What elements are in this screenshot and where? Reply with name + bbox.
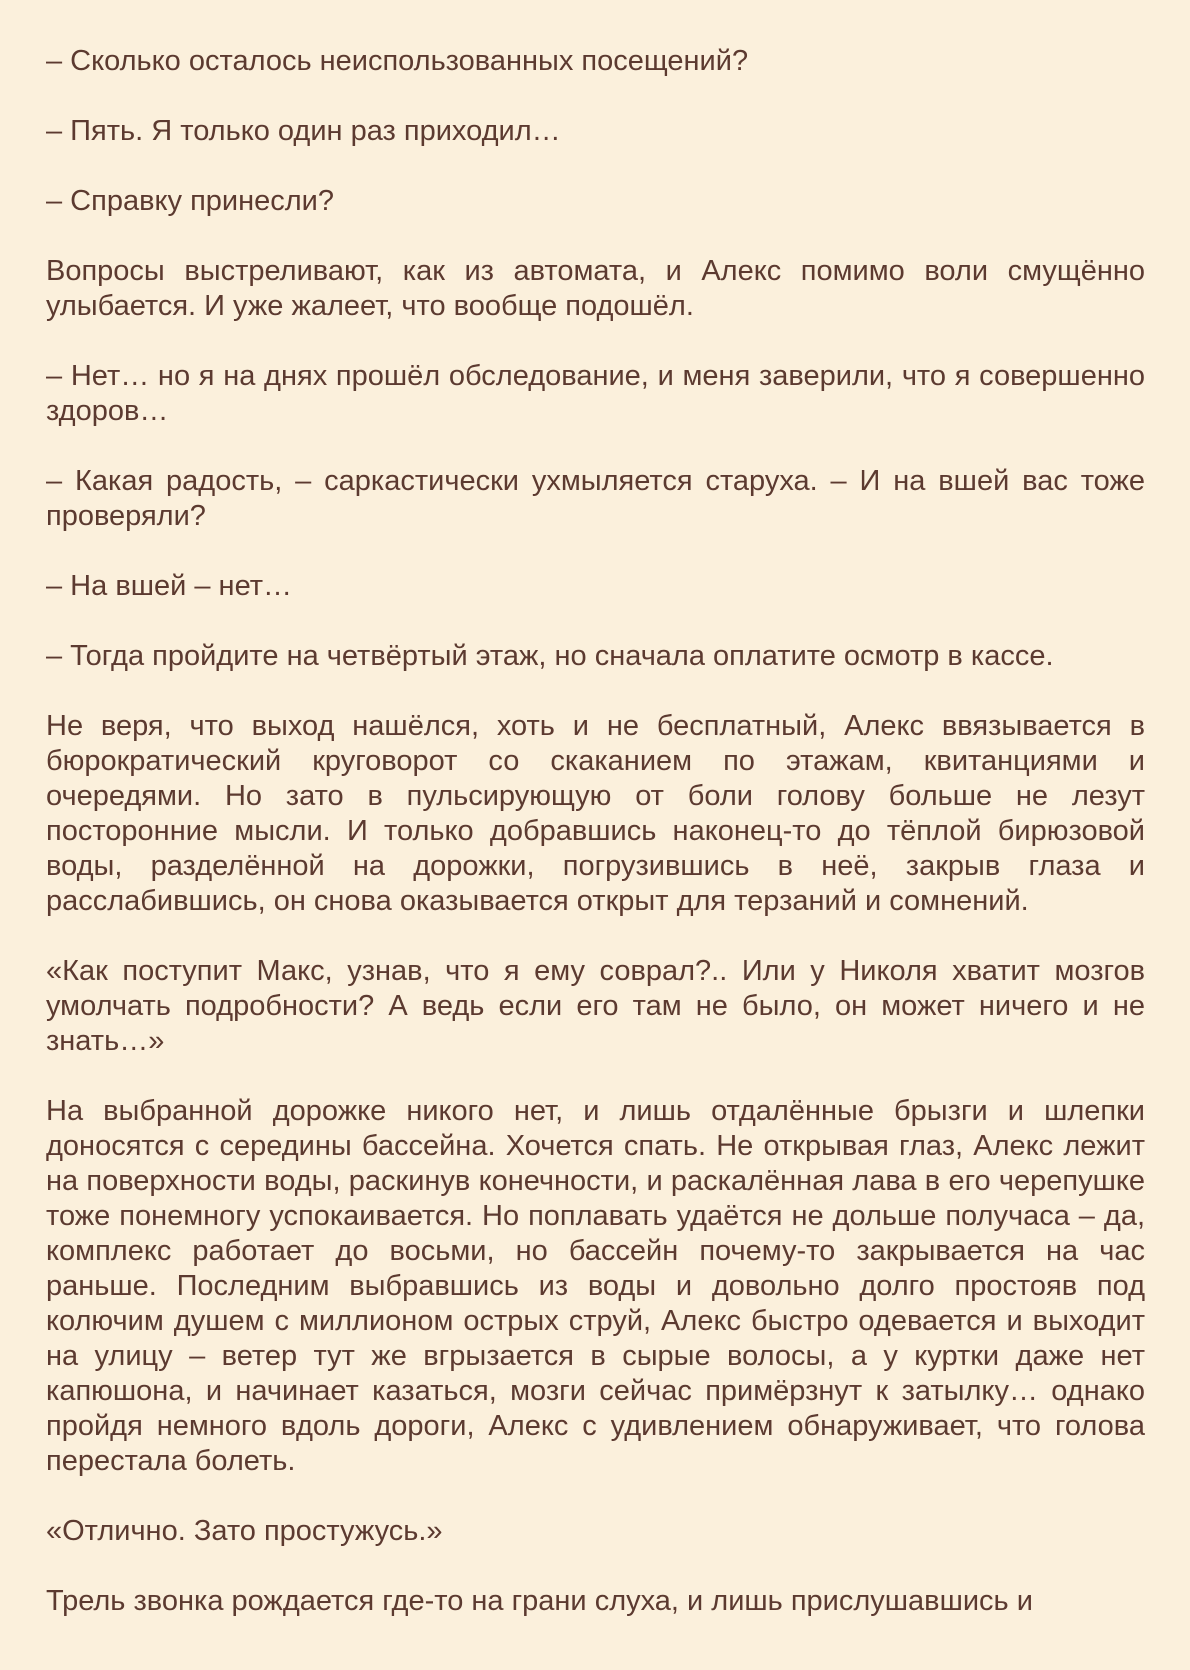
paragraph-10: «Как поступит Макс, узнав, что я ему соврал?.. Или у Николя хватит мозгов умолчать подробности? А ведь если его там не было, он может ничего и не знать…»: [46, 955, 1145, 1057]
paragraph-6: – Какая радость, – саркастически ухмыляется старуха. – И на вшей вас тоже проверяли?: [46, 465, 1145, 532]
paragraph-12: «Отлично. Зато простужусь.»: [46, 1515, 443, 1547]
paragraph-1: – Сколько осталось неиспользованных посещений?: [46, 45, 749, 77]
paragraph-5: – Нет… но я на днях прошёл обследование, и меня заверили, что я совершенно здоров…: [46, 360, 1145, 427]
paragraph-4: Вопросы выстреливают, как из автомата, и Алекс помимо воли смущённо улыбается. И уже жалеет, что вообще подошёл.: [46, 255, 1145, 322]
paragraph-11: На выбранной дорожке никого нет, и лишь отдалённые брызги и шлепки доносятся с середины бассейна. Хочется спать. Не открывая глаз, Алекс лежит на поверхности воды, раскинув конечности, и раскалённая лава в его черепушке тоже понемногу успокаивается. Но поплавать удаётся не дольше получаса – да, комплекс работает до восьми, но бассейн почему-то закрывается на час раньше. Последним выбравшись из воды и довольно долго простояв под колючим душем с миллионом острых струй, Алекс быстро одевается и выходит на улицу – ветер тут же вгрызается в сырые волосы, а у куртки даже нет капюшона, и начинает казаться, мозги сейчас примёрзнут к затылку… однако пройдя немного вдоль дороги, Алекс с удивлением обнаруживает, что голова перестала болеть.: [46, 1095, 1145, 1477]
paragraph-3: – Справку принесли?: [46, 185, 334, 217]
paragraph-13: Трель звонка рождается где-то на грани слуха, и лишь прислушавшись и: [46, 1585, 1033, 1617]
paragraph-8: – Тогда пройдите на четвёртый этаж, но сначала оплатите осмотр в кассе.: [46, 640, 1054, 672]
paragraph-9: Не веря, что выход нашёлся, хоть и не бесплатный, Алекс ввязывается в бюрократический круговорот со скаканием по этажам, квитанциями и очередями. Но зато в пульсирующую от боли голову больше не лезут посторонние мысли. И только добравшись наконец-то до тёплой бирюзовой воды, разделённой на дорожки, погрузившись в неё, закрыв глаза и расслабившись, он снова оказывается открыт для терзаний и сомнений.: [46, 710, 1145, 917]
paragraph-7: – На вшей – нет…: [46, 570, 293, 602]
paragraph-2: – Пять. Я только один раз приходил…: [46, 115, 561, 147]
